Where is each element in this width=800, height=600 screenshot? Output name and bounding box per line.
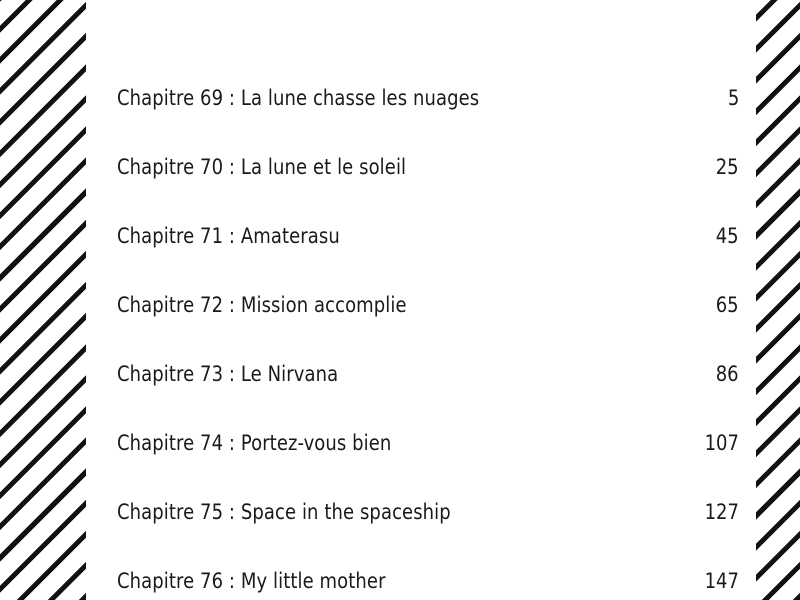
chapter-title: Chapitre 69 : La lune chasse les nuages	[117, 86, 480, 111]
chapter-page-number: 147	[704, 569, 739, 594]
list-item[interactable]	[117, 155, 739, 224]
chapter-title: Chapitre 74 : Portez-vous bien	[117, 431, 392, 456]
list-item[interactable]	[117, 500, 739, 569]
chapter-page-number: 86	[716, 362, 739, 387]
list-item[interactable]	[117, 86, 739, 155]
chapter-title: Chapitre 76 : My little mother	[117, 569, 386, 594]
chapter-page-number: 5	[727, 86, 739, 111]
chapter-title: Chapitre 71 : Amaterasu	[117, 224, 340, 249]
list-item[interactable]	[117, 362, 739, 431]
chapter-title: Chapitre 73 : Le Nirvana	[117, 362, 339, 387]
chapter-title: Chapitre 72 : Mission accomplie	[117, 293, 407, 318]
right-hatch-band	[756, 0, 800, 600]
list-item[interactable]	[117, 224, 739, 293]
list-item[interactable]	[117, 569, 739, 600]
list-item[interactable]	[117, 431, 739, 500]
chapter-page-number: 45	[716, 224, 739, 249]
list-item[interactable]	[117, 293, 739, 362]
right-hatch-edge	[751, 0, 756, 600]
left-hatch-band	[0, 0, 86, 600]
chapter-page-number: 65	[716, 293, 739, 318]
chapter-title: Chapitre 70 : La lune et le soleil	[117, 155, 407, 180]
page-content	[91, 0, 751, 600]
chapter-title: Chapitre 75 : Space in the spaceship	[117, 500, 451, 525]
chapter-page-number: 25	[716, 155, 739, 180]
chapter-page-number: 107	[704, 431, 739, 456]
chapter-page-number: 127	[704, 500, 739, 525]
table-of-contents	[117, 86, 739, 600]
